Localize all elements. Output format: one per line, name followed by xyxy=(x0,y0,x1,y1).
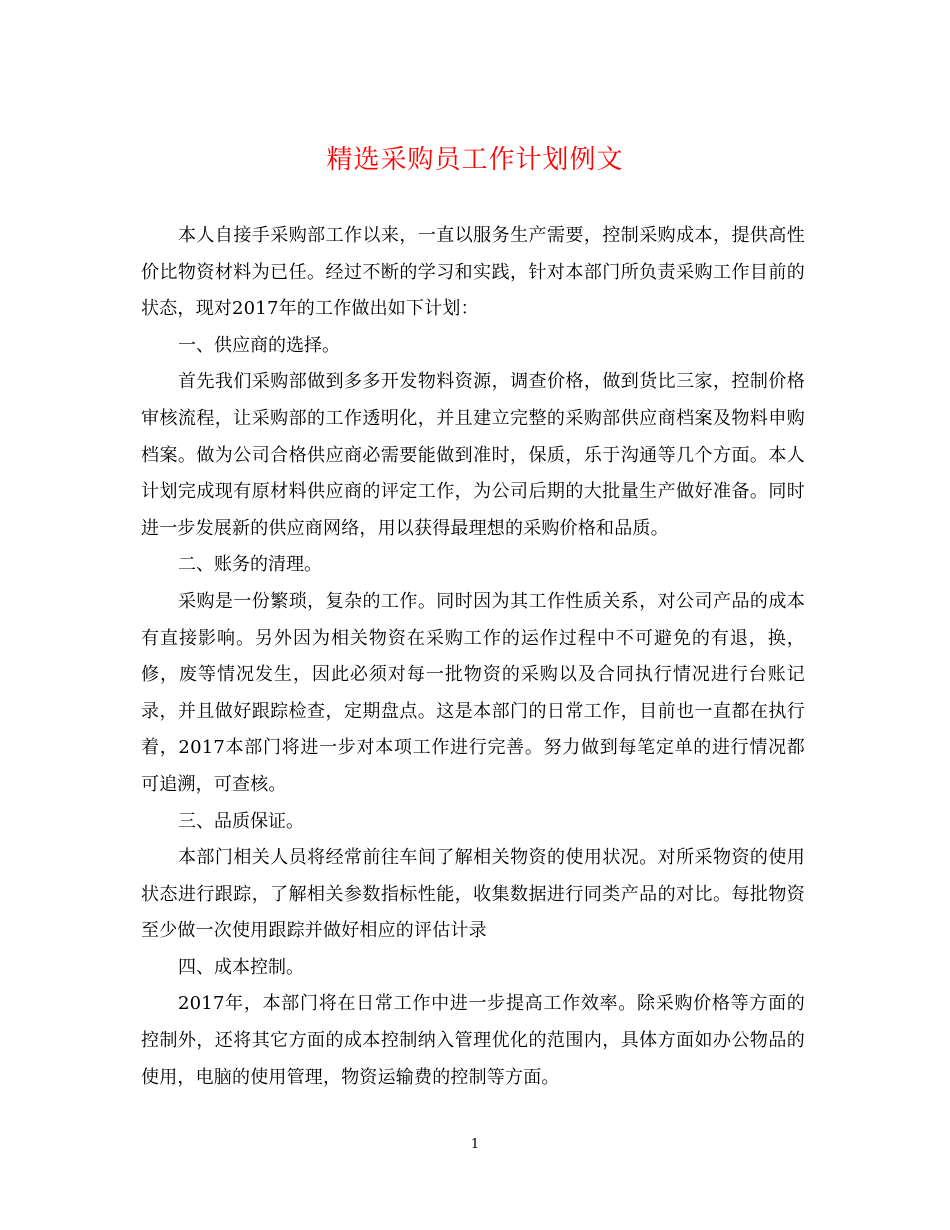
supplier-paragraph: 首先我们采购部做到多多开发物料资源，调查价格，做到货比三家，控制价格审核流程，让采购部的工作透明化，并且建立完整的采购部供应商档案及物料申购档案。做为公司合格供应商必需要能做到准时，保质，乐于沟通等几个方面。本人计划完成现有原材料供应商的评定工作，为公司后期的大批量生产做好准备。同时进一步发展新的供应商网络，用以获得最理想的采购价格和品质。 xyxy=(141,371,805,539)
accounts-paragraph: 采购是一份繁琐，复杂的工作。同时因为其工作性质关系，对公司产品的成本有直接影响。另外因为相关物资在采购工作的运作过程中不可避免的有退，换，修，废等情况发生，因此必须对每一批物资的采购以及合同执行情况进行台账记录，并且做好跟踪检查，定期盘点。这是本部门的日常工作，目前也一直都在执行着，2017本部门将进一步对本项工作进行完善。努力做到每笔定单的进行情况都可追溯，可查核。 xyxy=(141,590,805,795)
page-number: 1 xyxy=(470,1137,480,1152)
intro-paragraph: 本人自接手采购部工作以来，一直以服务生产需要，控制采购成本，提供高性价比物资材料为已任。经过不断的学习和实践，针对本部门所负责采购工作目前的状态，现对2017年的工作做出如下计划： xyxy=(141,225,805,320)
cost-paragraph: 2017年，本部门将在日常工作中进一步提高工作效率。除采购价格等方面的控制外，还将其它方面的成本控制纳入管理优化的范围内，具体方面如办公物品的使用，电脑的使用管理，物资运输费的控制等方面。 xyxy=(141,993,805,1088)
section-heading-quality: 三、品质保证。 xyxy=(178,810,304,832)
section-heading-cost: 四、成本控制。 xyxy=(178,956,304,978)
section-heading-supplier: 一、供应商的选择。 xyxy=(178,334,340,356)
quality-paragraph: 本部门相关人员将经常前往车间了解相关物资的使用状况。对所采物资的使用状态进行跟踪，了解相关参数指标性能，收集数据进行同类产品的对比。每批物资至少做一次使用跟踪并做好相应的评估计录 xyxy=(141,847,805,942)
document-title: 精选采购员工作计划例文 xyxy=(326,145,624,175)
section-heading-accounts: 二、账务的清理。 xyxy=(178,554,322,576)
document-body xyxy=(141,218,805,1096)
